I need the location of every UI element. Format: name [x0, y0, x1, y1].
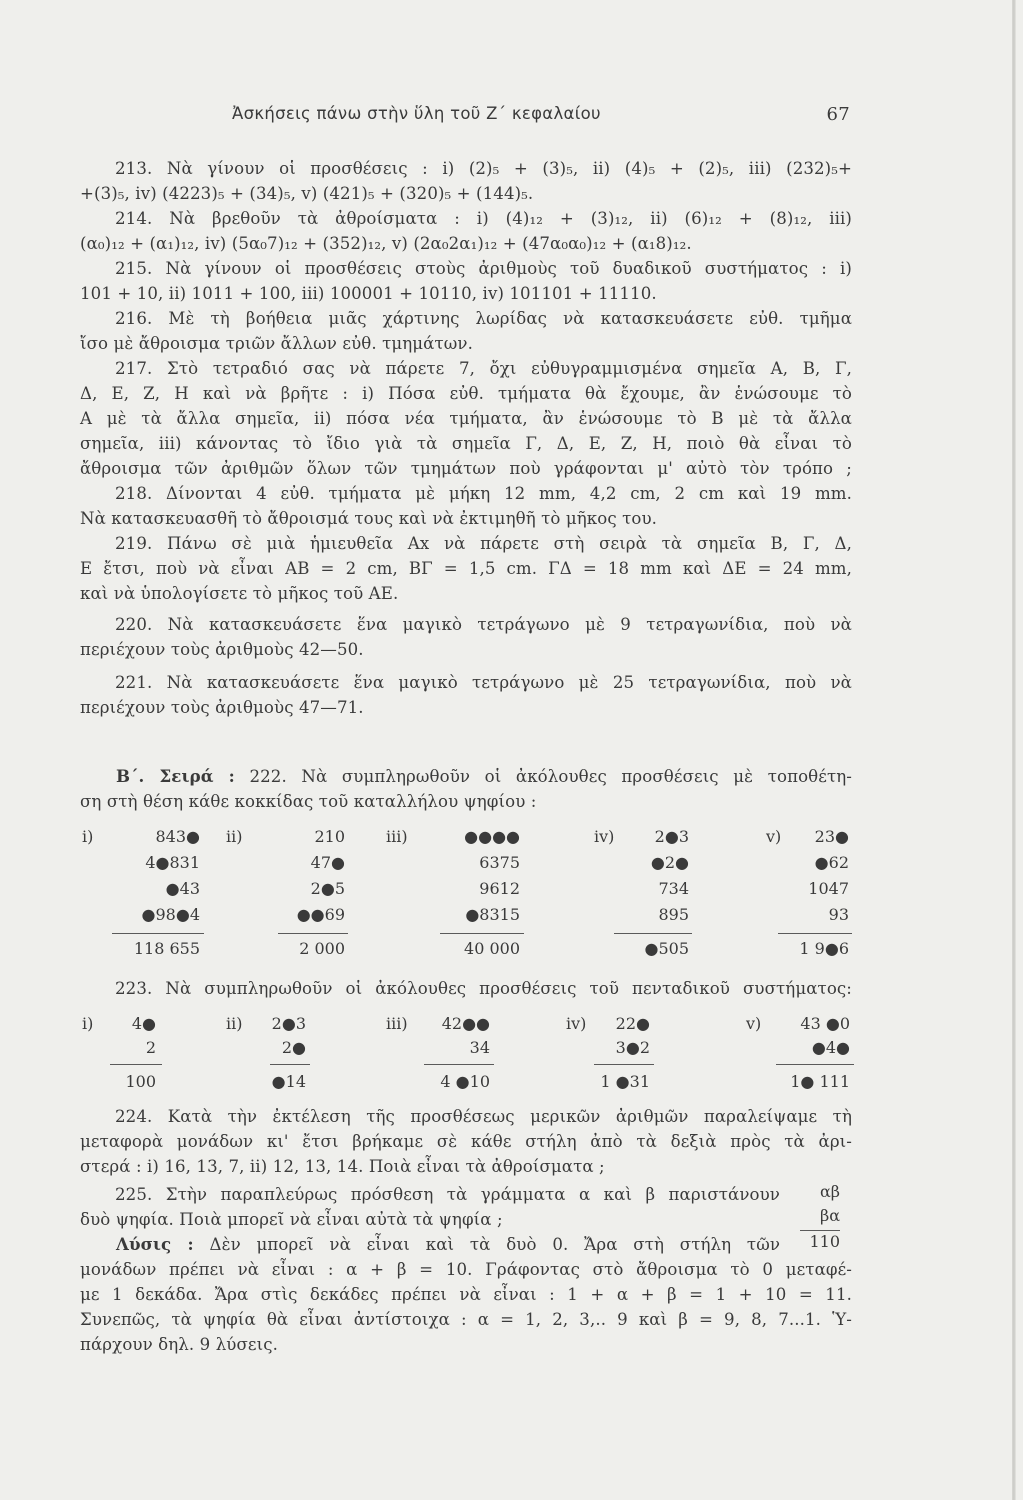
ex223-label-i: i)	[82, 1014, 94, 1033]
series-label: Β΄. Σειρά :	[116, 766, 235, 786]
ex222-sum-rule-2	[278, 933, 348, 934]
ex223-c4-r2: 3●2	[615, 1038, 650, 1057]
ex220-line1: 220. Νὰ κατασκευάσετε ἕνα μαγικὸ τετράγωνο μὲ 9 τετραγωνίδια, ποὺ νὰ	[115, 615, 852, 634]
ex216-line1: 216. Μὲ τὴ βοήθεια μιᾶς χάρτινης λωρίδας νὰ κατασκευάσετε εὐθ. τμῆμα	[115, 309, 852, 328]
ex223-label-iii: iii)	[386, 1014, 408, 1033]
ex222-line1	[80, 764, 852, 789]
ex225-side-sum: 110	[809, 1232, 840, 1251]
ex225-side-r1: αβ	[819, 1182, 840, 1201]
ex222-c1-r1: 843●	[155, 827, 200, 846]
ex225-side-rule	[800, 1230, 840, 1231]
ex222-c3-r1: ●●●●	[464, 827, 520, 846]
ex222-label-ii: ii)	[226, 827, 243, 846]
ex222-c3-r2: 6375	[479, 853, 520, 872]
exercise-225-solution	[80, 1257, 852, 1357]
ex222-c5-r4: 93	[828, 905, 849, 924]
exercise-222-intro	[80, 764, 852, 814]
ex214-line1: 214. Νὰ βρεθοῦν τὰ ἀθροίσματα : i) (4)₁₂ + (3)₁₂, ii) (6)₁₂ + (8)₁₂, iii)	[115, 209, 852, 228]
ex222-c5-r1: 23●	[814, 827, 849, 846]
exercise-225	[80, 1182, 780, 1257]
solution-label: Λύσις :	[116, 1234, 194, 1254]
ex222-c2-r4: ●●69	[296, 905, 345, 924]
ex222-label-v: v)	[766, 827, 782, 846]
ex223-sum-rule-2	[270, 1064, 310, 1065]
ex223-sum-rule-1	[110, 1064, 162, 1065]
ex213-line2: +(3)₅, iv) (4223)₅ + (34)₅, v) (421)₅ + (320)₅ + (144)₅.	[80, 184, 534, 203]
page-number: 67	[826, 104, 850, 125]
ex214-line2: (α₀)₁₂ + (α₁)₁₂, iv) (5α₀7)₁₂ + (352)₁₂, v) (2α₀2α₁)₁₂ + (47α₀α₀)₁₂ + (α₁8)₁₂.	[80, 234, 692, 253]
ex222-c5-r3: 1047	[808, 879, 849, 898]
ex225-line6: Συνεπῶς, τὰ ψηφία θὰ εἶναι ἀντίστοιχα : α = 1, 2, 3,.. 9 καὶ β = 9, 8, 7...1. Ὑ-	[80, 1310, 852, 1329]
ex222-c2-r2: 47●	[310, 853, 345, 872]
ex222-c2-r3: 2●5	[310, 879, 345, 898]
ex222-sum-rule-3	[440, 933, 524, 934]
ex225-line3-text: Δὲν μπορεῖ νὰ εἶναι καὶ τὰ δυὸ 0. Ἄρα στὴ στήλη τῶν	[209, 1235, 781, 1254]
ex224-line1: 224. Κατὰ τὴν ἐκτέλεση τῆς προσθέσεως μερικῶν ἀριθμῶν παραλείψαμε τὴ	[115, 1107, 852, 1126]
ex225-line1: 225. Στὴν παραπλεύρως πρόσθεση τὰ γράμματα α καὶ β παριστάνουν	[115, 1185, 780, 1204]
ex223-sum-rule-3	[424, 1064, 494, 1065]
chapter-title: Ἀσκήσεις πάνω στὴν ὕλη τοῦ Ζ΄ κεφαλαίου	[232, 104, 601, 123]
ex217-line4: σημεῖα, iii) κάνοντας τὸ ἴδιο γιὰ τὰ σημεῖα Γ, Δ, Ε, Ζ, Η, ποιὸ θὰ εἶναι τὸ	[80, 434, 852, 453]
ex215-line2: 101 + 10, ii) 1011 + 100, iii) 100001 + 10110, iv) 101101 + 11110.	[80, 284, 657, 303]
ex222-c1-r3: ●43	[165, 879, 200, 898]
ex223-c2-r1: 2●3	[271, 1014, 306, 1033]
ex223-c2-sum: ●14	[271, 1072, 306, 1091]
ex222-c5-r2: ●62	[814, 853, 849, 872]
ex221-line2: περιέχουν τοὺς ἀριθμοὺς 47—71.	[80, 698, 364, 717]
ex222-sum-rule-4	[614, 933, 692, 934]
ex217-line2: Δ, Ε, Ζ, Η καὶ νὰ βρῆτε : i) Πόσα εὐθ. τμήματα θὰ ἔχουμε, ἂν ἑνώσουμε τὸ	[80, 384, 852, 403]
ex222-sum-rule-1	[112, 933, 204, 934]
ex222-c3-r4: ●8315	[465, 905, 520, 924]
ex225-line5: με 1 δεκάδα. Ἄρα στὶς δεκάδες πρέπει νὰ εἶναι : 1 + α + β = 1 + 10 = 11.	[80, 1285, 852, 1304]
ex225-line4: μονάδων πρέπει νὰ εἶναι : α + β = 10. Γράφοντας στὸ ἄθροισμα τὸ 0 μεταφέ-	[80, 1260, 852, 1279]
ex222-c4-r4: 895	[658, 905, 689, 924]
ex222-c4-r2: ●2●	[650, 853, 689, 872]
ex213-line1: 213. Νὰ γίνουν οἱ προσθέσεις : i) (2)₅ + (3)₅, ii) (4)₅ + (2)₅, iii) (232)₅+	[115, 159, 852, 178]
ex222-label-iv: iv)	[594, 827, 615, 846]
exercise-223-intro	[80, 976, 852, 1001]
ex223-sum-rule-4	[594, 1064, 654, 1065]
ex220-line2: περιέχουν τοὺς ἀριθμοὺς 42—50.	[80, 640, 364, 659]
ex216-line2: ἴσο μὲ ἄθροισμα τριῶν ἄλλων εὐθ. τμημάτων.	[80, 334, 473, 353]
ex222-line2: ση στὴ θέση κάθε κοκκίδας τοῦ καταλλήλου ψηφίου :	[80, 792, 537, 811]
exercise-224	[80, 1104, 852, 1179]
ex224-line2: μεταφορὰ μονάδων κι' ἔτσι βρήκαμε σὲ κάθε στήλη ἀπὸ τὰ δεξιὰ πρὸς τὰ ἀρι-	[80, 1132, 852, 1151]
ex217-line3: Α μὲ τὰ ἄλλα σημεῖα, ii) πόσα νέα τμήματα, ἂν ἑνώσουμε τὸ Β μὲ τὰ ἄλλα	[80, 409, 852, 428]
ex218-line2: Νὰ κατασκευασθῆ τὸ ἄθροισμά τους καὶ νὰ ἐκτιμηθῆ τὸ μῆκος του.	[80, 509, 658, 528]
ex223-c1-r2: 2	[145, 1038, 156, 1057]
exercises-213-221	[80, 156, 852, 720]
ex222-label-i: i)	[82, 827, 94, 846]
ex223-sum-rule-5	[776, 1064, 854, 1065]
ex222-c2-r1: 210	[314, 827, 345, 846]
running-header	[232, 104, 850, 130]
ex217-line1: 217. Στὸ τετραδιό σας νὰ πάρετε 7, ὄχι εὐθυγραμμισμένα σημεῖα Α, Β, Γ,	[115, 359, 852, 378]
ex222-sum-rule-5	[778, 933, 852, 934]
page-edge-shadow	[1012, 0, 1016, 1500]
ex223-c1-sum: 100	[125, 1072, 156, 1091]
ex219-line3: καὶ νὰ ὑπολογίσετε τὸ μῆκος τοῦ ΑΕ.	[80, 584, 399, 603]
ex222-c1-r4: ●98●4	[141, 905, 200, 924]
ex215-line1: 215. Νὰ γίνουν οἱ προσθέσεις στοὺς ἀριθμοὺς τοῦ δυαδικοῦ συστήματος : i)	[115, 259, 852, 278]
ex219-line2: Ε ἔτσι, ποὺ νὰ εἶναι ΑΒ = 2 cm, ΒΓ = 1,5 cm. ΓΔ = 18 mm καὶ ΔΕ = 24 mm,	[80, 559, 852, 578]
ex218-line1: 218. Δίνονται 4 εὐθ. τμήματα μὲ μήκη 12 mm, 4,2 cm, 2 cm καὶ 19 mm.	[115, 484, 852, 503]
ex223-c3-r2: 34	[469, 1038, 490, 1057]
ex222-c1-r2: 4●831	[145, 853, 200, 872]
ex223-c4-sum: 1 ●31	[600, 1072, 650, 1091]
ex225-side-r2: βα	[819, 1206, 840, 1225]
ex223-c5-r2: ●4●	[811, 1038, 850, 1057]
ex223-c2-r2: 2●	[281, 1038, 306, 1057]
ex225-line2: δυὸ ψηφία. Ποιὰ μπορεῖ νὰ εἶναι αὐτὰ τὰ ψηφία ;	[80, 1210, 503, 1229]
ex222-c4-r3: 734	[658, 879, 689, 898]
ex219-line1: 219. Πάνω σὲ μιὰ ἡμιευθεῖα Αx νὰ πάρετε στὴ σειρὰ τὰ σημεῖα Β, Γ, Δ,	[115, 534, 852, 553]
ex223-label-iv: iv)	[566, 1014, 587, 1033]
ex222-c1-sum: 118 655	[133, 939, 200, 958]
ex223-c4-r1: 22●	[615, 1014, 650, 1033]
ex225-line7: πάρχουν δηλ. 9 λύσεις.	[80, 1335, 278, 1354]
ex223-line1: 223. Νὰ συμπληρωθοῦν οἱ ἀκόλουθες προσθέσεις τοῦ πενταδικοῦ συστήματος:	[115, 979, 852, 998]
ex222-c3-r3: 9612	[479, 879, 520, 898]
ex223-c1-r1: 4●	[131, 1014, 156, 1033]
ex225-line3	[80, 1232, 780, 1257]
ex222-c2-sum: 2 000	[299, 939, 345, 958]
ex222-c5-sum: 1 9●6	[799, 939, 849, 958]
ex223-c3-sum: 4 ●10	[440, 1072, 490, 1091]
ex223-c3-r1: 42●●	[441, 1014, 490, 1033]
ex223-label-v: v)	[746, 1014, 762, 1033]
ex224-line3: στερά : i) 16, 13, 7, ii) 12, 13, 14. Ποιὰ εἶναι τὰ ἀθροίσματα ;	[80, 1157, 605, 1176]
ex221-line1: 221. Νὰ κατασκευάσετε ἕνα μαγικὸ τετράγωνο μὲ 25 τετραγωνίδια, ποὺ νὰ	[115, 673, 852, 692]
ex217-line5: ἄθροισμα τῶν ἀριθμῶν ὅλων τῶν τμημάτων ποὺ γράφονται μ' αὐτὸ τὸν τρόπο ;	[80, 459, 852, 478]
ex222-c4-sum: ●505	[644, 939, 689, 958]
ex223-c5-r1: 43 ●0	[800, 1014, 850, 1033]
ex223-label-ii: ii)	[226, 1014, 243, 1033]
ex222-label-iii: iii)	[386, 827, 408, 846]
ex222-c3-sum: 40 000	[464, 939, 520, 958]
ex222-c4-r1: 2●3	[654, 827, 689, 846]
ex223-c5-sum: 1● 111	[790, 1072, 850, 1091]
ex222-line1-text: 222. Νὰ συμπληρωθοῦν οἱ ἀκόλουθες προσθέσεις μὲ τοποθέτη-	[249, 767, 852, 786]
